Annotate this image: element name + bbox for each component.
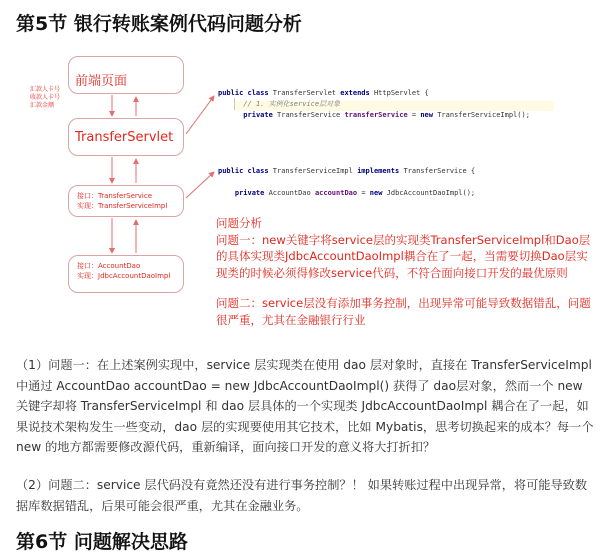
- code-text: TransferService {: [399, 167, 476, 175]
- service-impl: 实现：TransferServiceImpl: [77, 202, 168, 210]
- param-payer-card: 汇款人卡号: [30, 86, 61, 93]
- service-interface: 接口：TransferService: [77, 192, 153, 200]
- code-field: transferService: [344, 111, 408, 119]
- dao-box: [68, 255, 184, 293]
- param-payee-card: 收款人卡号: [30, 94, 61, 101]
- analysis-problem-1: 问题一：new关键字将service层的实现类TransferServiceImpl和Dao层的具体实现类JdbcAccountDaoImpl耦合在了一起，当需要切换Dao层实现类的时候必须得修改service代码，不符合面向接口开发的最优原则: [216, 232, 591, 280]
- section-5-heading: 第5节 银行转账案例代码问题分析: [16, 13, 302, 35]
- analysis-title: 问题分析: [216, 216, 262, 230]
- code-field: accountDao: [314, 189, 358, 197]
- code-kw: public class: [218, 89, 269, 97]
- code-kw: implements: [357, 167, 400, 175]
- request-params: [30, 86, 60, 110]
- dao-impl: 实现：JdbcAccountDaoImpl: [77, 272, 171, 280]
- code-kw: public class: [218, 167, 269, 175]
- analysis-problem-2: 问题二：service层没有添加事务控制，出现异常可能导致数据错乱，问题很严重，尤其在金融银行行业: [216, 296, 591, 327]
- code-comment: // 1. 实例化service层对象: [243, 100, 341, 108]
- code-text: TransferServiceImpl();: [433, 111, 530, 119]
- code-kw: private: [243, 111, 273, 119]
- code-text: =: [357, 189, 370, 197]
- code-kw: extends: [340, 89, 370, 97]
- code-text: =: [407, 111, 421, 119]
- service-box: [68, 185, 184, 217]
- code-kw: new: [369, 189, 383, 197]
- code-text: JdbcAccountDaoImpl();: [382, 189, 476, 197]
- code-kw: private: [234, 189, 265, 197]
- paragraph-problem-1: （1）问题一：在上述案例实现中，service 层实现类在使用 dao 层对象时，直接在 TransferServiceImpl 中通过 AccountDao accountDao = new JdbcAccountDaoImpl() 获得了 dao层对象，然而一个 new 关键字却将 TransferServiceImpl 和 dao 层具体的一个实现类 JdbcAccountDaoImpl 耦合在了一起，如果说技术架构发生一些变动，dao 层的实现要使用其它技术，比如 Mybatis，思考切换起来的成本？每一个 new 的地方都需要修改源代码，重新编译，面向接口开发的意义将大打折扣？: [16, 358, 594, 454]
- section-6-heading: 第6节 问题解决思路: [16, 531, 188, 553]
- service-impl-code: [218, 166, 475, 199]
- param-amount: 汇款金额: [30, 102, 55, 109]
- front-page-box: 前端页面: [68, 56, 184, 94]
- problem-analysis: [216, 215, 596, 328]
- code-class-name: TransferServlet: [268, 89, 341, 97]
- dao-interface: 接口：AccountDao: [77, 262, 141, 270]
- servlet-box: TransferServlet: [68, 118, 184, 156]
- architecture-diagram: [14, 48, 600, 348]
- code-class-name: TransferServiceImpl: [268, 167, 358, 175]
- code-kw: new: [420, 111, 433, 119]
- servlet-code: [218, 88, 530, 121]
- code-type: AccountDao: [264, 189, 315, 197]
- code-type: TransferService: [272, 111, 345, 119]
- paragraph-problem-2: （2）问题二：service 层代码没有竟然还没有进行事务控制？！ 如果转账过程中出现异常，将可能导致数据库数据错乱，后果可能会很严重，尤其在金融业务。: [16, 478, 588, 513]
- code-text: HttpServlet {: [369, 89, 429, 97]
